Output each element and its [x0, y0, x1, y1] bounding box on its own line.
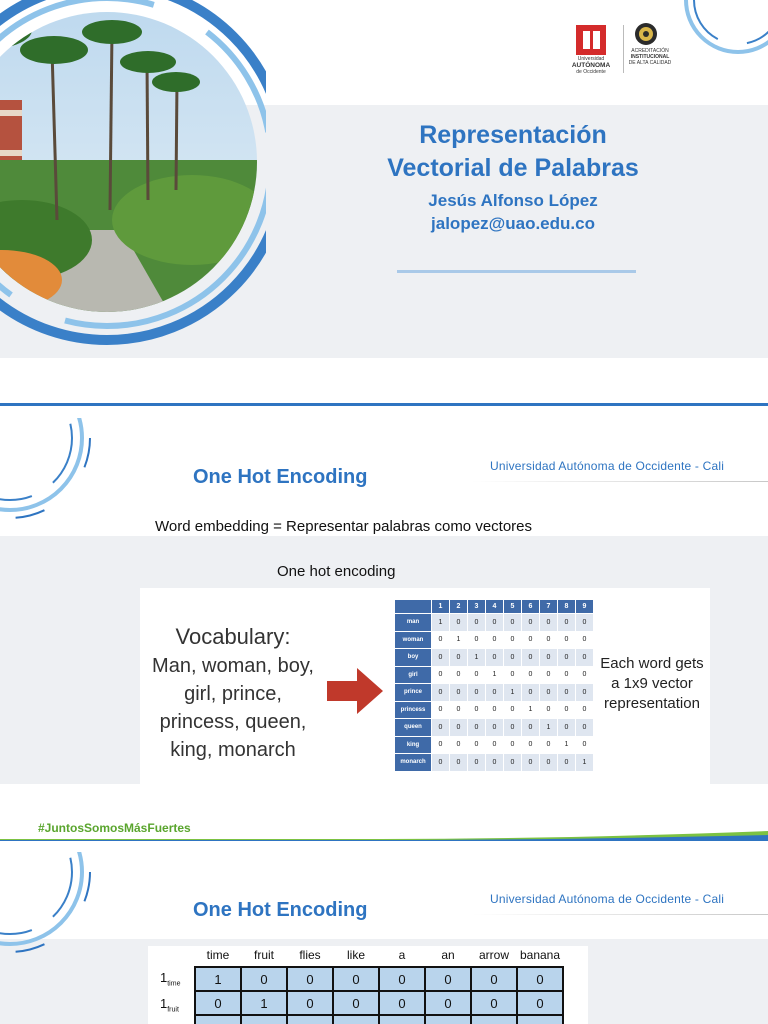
table-cell: 0 [558, 754, 576, 772]
table-cell: 1 [468, 649, 486, 667]
grid-cell [425, 1015, 471, 1024]
slide-heading: One Hot Encoding [193, 466, 368, 488]
grid-cell [517, 1015, 563, 1024]
accreditation-line: DE ALTA CALIDAD [628, 60, 672, 66]
vocabulary-line: Man, woman, boy, [152, 655, 314, 677]
header-rule [472, 481, 768, 482]
table-cell: 0 [522, 736, 540, 754]
table-cell: 0 [522, 684, 540, 702]
table-cell: 0 [486, 719, 504, 737]
table-cell: 0 [522, 719, 540, 737]
table-cell: 0 [450, 719, 468, 737]
table-cell: 0 [432, 701, 450, 719]
table-cell: 1 [540, 719, 558, 737]
hashtag: #JuntosSomosMásFuertes [38, 821, 191, 835]
table-cell: 0 [576, 736, 594, 754]
table-cell: 0 [450, 701, 468, 719]
table-cell: 0 [522, 614, 540, 632]
grid-cell [379, 1015, 425, 1024]
table-row-label: queen [395, 719, 432, 737]
grid-row [195, 991, 563, 1015]
word-vector-grid [194, 966, 564, 1024]
slide-caption: One hot encoding [277, 563, 396, 580]
grid-column-header: flies [299, 948, 321, 962]
university-name: Universidad Autónoma de Occidente - Cali [490, 892, 725, 906]
grid-cell: 1 [195, 967, 241, 991]
table-cell: 0 [450, 614, 468, 632]
grid-cell: 0 [471, 991, 517, 1015]
table-cell: 0 [432, 666, 450, 684]
table-cell: 0 [486, 754, 504, 772]
grid-row [195, 967, 563, 991]
grid-cell [195, 1015, 241, 1024]
grid-cell [287, 1015, 333, 1024]
table-corner-cell [395, 600, 432, 614]
slide-subtitle: Word embedding = Representar palabras como vectores [155, 518, 533, 535]
table-cell: 0 [468, 631, 486, 649]
row-label-subscript: fruit [167, 1006, 179, 1014]
table-row-label: girl [395, 666, 432, 684]
grid-cell: 0 [287, 967, 333, 991]
accreditation-seal-icon [634, 22, 658, 46]
table-cell: 0 [432, 754, 450, 772]
author-email: jalopez@uao.edu.co [431, 214, 595, 233]
grid-cell: 0 [425, 991, 471, 1015]
table-cell: 0 [432, 684, 450, 702]
table-cell: 0 [486, 736, 504, 754]
grid-cell: 0 [379, 967, 425, 991]
table-row-label: prince [395, 684, 432, 702]
table-cell: 0 [576, 666, 594, 684]
table-cell: 0 [540, 684, 558, 702]
table-row-label: woman [395, 631, 432, 649]
logo-text-line: de Occidente [576, 69, 606, 75]
table-cell: 0 [558, 666, 576, 684]
table-cell: 0 [468, 754, 486, 772]
logo-text-line: AUTÓNOMA [571, 62, 611, 69]
grid-column-header: fruit [253, 948, 274, 962]
table-cell: 0 [576, 719, 594, 737]
table-cell: 0 [576, 701, 594, 719]
table-cell: 0 [450, 684, 468, 702]
vocabulary-line: king, monarch [170, 739, 296, 761]
logo-divider [623, 25, 624, 73]
table-cell: 0 [486, 614, 504, 632]
grid-cell: 0 [425, 967, 471, 991]
table-cell: 0 [486, 701, 504, 719]
table-row [395, 754, 594, 772]
grid-column-header: like [346, 948, 365, 962]
grid-column-header: a [398, 948, 406, 962]
vocabulary-list [142, 652, 324, 764]
description-line: Each word gets [600, 655, 704, 672]
one-hot-example-slide [0, 852, 768, 1024]
table-row-label: man [395, 614, 432, 632]
description-line: representation [604, 695, 700, 712]
table-cell: 0 [540, 736, 558, 754]
table-column-header: 7 [540, 600, 558, 614]
grid-cell: 0 [241, 967, 287, 991]
table-cell: 0 [468, 736, 486, 754]
vocabulary-heading: Vocabulary: [175, 624, 291, 649]
table-row [395, 649, 594, 667]
table-cell: 0 [540, 666, 558, 684]
title-slide [0, 0, 768, 406]
accreditation-text [626, 48, 674, 66]
table-cell: 0 [468, 719, 486, 737]
table-cell: 0 [504, 701, 522, 719]
decorative-arc [0, 852, 100, 962]
table-row [395, 631, 594, 649]
table-column-header: 3 [468, 600, 486, 614]
vector-description [592, 654, 712, 714]
table-cell: 1 [432, 614, 450, 632]
table-cell: 0 [504, 736, 522, 754]
header-rule [472, 914, 768, 915]
table-cell: 0 [450, 754, 468, 772]
table-cell: 0 [540, 631, 558, 649]
description-line: a 1x9 vector [611, 675, 693, 692]
logo-text-line: Universidad [577, 56, 605, 62]
grid-cell [241, 1015, 287, 1024]
grid-cell: 0 [517, 991, 563, 1015]
table-column-header: 4 [486, 600, 504, 614]
grid-cell: 0 [379, 991, 425, 1015]
table-cell: 0 [432, 719, 450, 737]
table-column-header: 2 [450, 600, 468, 614]
table-cell: 0 [576, 684, 594, 702]
table-row [395, 614, 594, 632]
table-cell: 0 [504, 614, 522, 632]
table-cell: 0 [540, 701, 558, 719]
title-line: Vectorial de Palabras [387, 154, 639, 182]
table-row-label: king [395, 736, 432, 754]
table-cell: 0 [486, 684, 504, 702]
table-row [395, 684, 594, 702]
row-label-subscript: time [167, 980, 181, 988]
decorative-arc [0, 418, 100, 528]
title-line: Representación [419, 121, 607, 149]
one-hot-table [394, 599, 594, 772]
title-divider [397, 270, 636, 273]
table-cell: 0 [558, 701, 576, 719]
table-column-header: 9 [576, 600, 594, 614]
table-cell: 0 [504, 719, 522, 737]
row-label-number: 1 [160, 970, 168, 985]
table-cell: 1 [576, 754, 594, 772]
table-column-header: 1 [432, 600, 450, 614]
accreditation-line: ACREDITACIÓN [631, 48, 669, 54]
table-row [395, 701, 594, 719]
table-column-header: 5 [504, 600, 522, 614]
table-row [395, 719, 594, 737]
table-cell: 0 [504, 754, 522, 772]
grid-column-header: an [441, 948, 455, 962]
slide-bottom-line [0, 403, 768, 406]
table-cell: 0 [540, 754, 558, 772]
grid-row [195, 1015, 563, 1024]
table-row-label: princess [395, 701, 432, 719]
table-cell: 0 [540, 649, 558, 667]
row-label-number: 1 [160, 996, 168, 1011]
grid-column-header: banana [519, 948, 561, 962]
grid-cell: 0 [333, 991, 379, 1015]
table-cell: 0 [522, 649, 540, 667]
table-cell: 0 [486, 631, 504, 649]
table-cell: 0 [450, 736, 468, 754]
grid-cell: 0 [287, 991, 333, 1015]
table-column-header: 8 [558, 600, 576, 614]
table-cell: 0 [522, 666, 540, 684]
grid-column-header: arrow [478, 948, 509, 962]
uao-logo-text [562, 56, 620, 75]
decorative-arc [668, 0, 768, 70]
table-cell: 0 [522, 754, 540, 772]
table-cell: 0 [576, 649, 594, 667]
table-cell: 0 [504, 631, 522, 649]
table-cell: 0 [504, 649, 522, 667]
campus-photo-circle [0, 0, 266, 352]
table-cell: 0 [558, 649, 576, 667]
grid-cell: 0 [517, 967, 563, 991]
table-cell: 0 [450, 649, 468, 667]
table-cell: 0 [576, 614, 594, 632]
table-cell: 0 [486, 649, 504, 667]
table-cell: 0 [522, 631, 540, 649]
grid-cell: 0 [333, 967, 379, 991]
table-cell: 1 [522, 701, 540, 719]
right-arrow-icon [327, 668, 383, 714]
table-cell: 0 [540, 614, 558, 632]
grid-cell: 0 [471, 967, 517, 991]
table-cell: 0 [432, 649, 450, 667]
table-cell: 0 [468, 666, 486, 684]
table-cell: 1 [450, 631, 468, 649]
one-hot-slide [0, 418, 768, 841]
slide-heading: One Hot Encoding [193, 899, 368, 921]
vocabulary-line: princess, queen, [159, 711, 307, 733]
table-cell: 0 [432, 631, 450, 649]
table-cell: 0 [504, 666, 522, 684]
table-cell: 0 [558, 719, 576, 737]
green-swoosh [0, 829, 768, 841]
vocabulary-line: girl, prince, [184, 683, 282, 705]
table-row-label: boy [395, 649, 432, 667]
grid-row-label [160, 996, 179, 1014]
author-name: Jesús Alfonso López [428, 191, 598, 210]
table-cell: 0 [468, 684, 486, 702]
grid-cell [471, 1015, 517, 1024]
grid-column-header: time [206, 948, 230, 962]
table-row [395, 666, 594, 684]
table-cell: 0 [450, 666, 468, 684]
table-header-row [395, 600, 594, 614]
table-cell: 1 [558, 736, 576, 754]
table-cell: 0 [558, 631, 576, 649]
table-row [395, 736, 594, 754]
table-row-label: monarch [395, 754, 432, 772]
grid-row-label [160, 970, 180, 988]
table-cell: 0 [432, 736, 450, 754]
table-cell: 0 [468, 614, 486, 632]
table-cell: 1 [486, 666, 504, 684]
table-cell: 0 [558, 614, 576, 632]
grid-cell [333, 1015, 379, 1024]
presentation-title [355, 119, 671, 185]
table-cell: 0 [558, 684, 576, 702]
table-column-header: 6 [522, 600, 540, 614]
grid-cell: 1 [241, 991, 287, 1015]
table-cell: 1 [504, 684, 522, 702]
table-cell: 0 [576, 631, 594, 649]
accreditation-line: INSTITUCIONAL [630, 54, 670, 60]
table-cell: 0 [468, 701, 486, 719]
university-name: Universidad Autónoma de Occidente - Cali [490, 459, 725, 473]
grid-cell: 0 [195, 991, 241, 1015]
